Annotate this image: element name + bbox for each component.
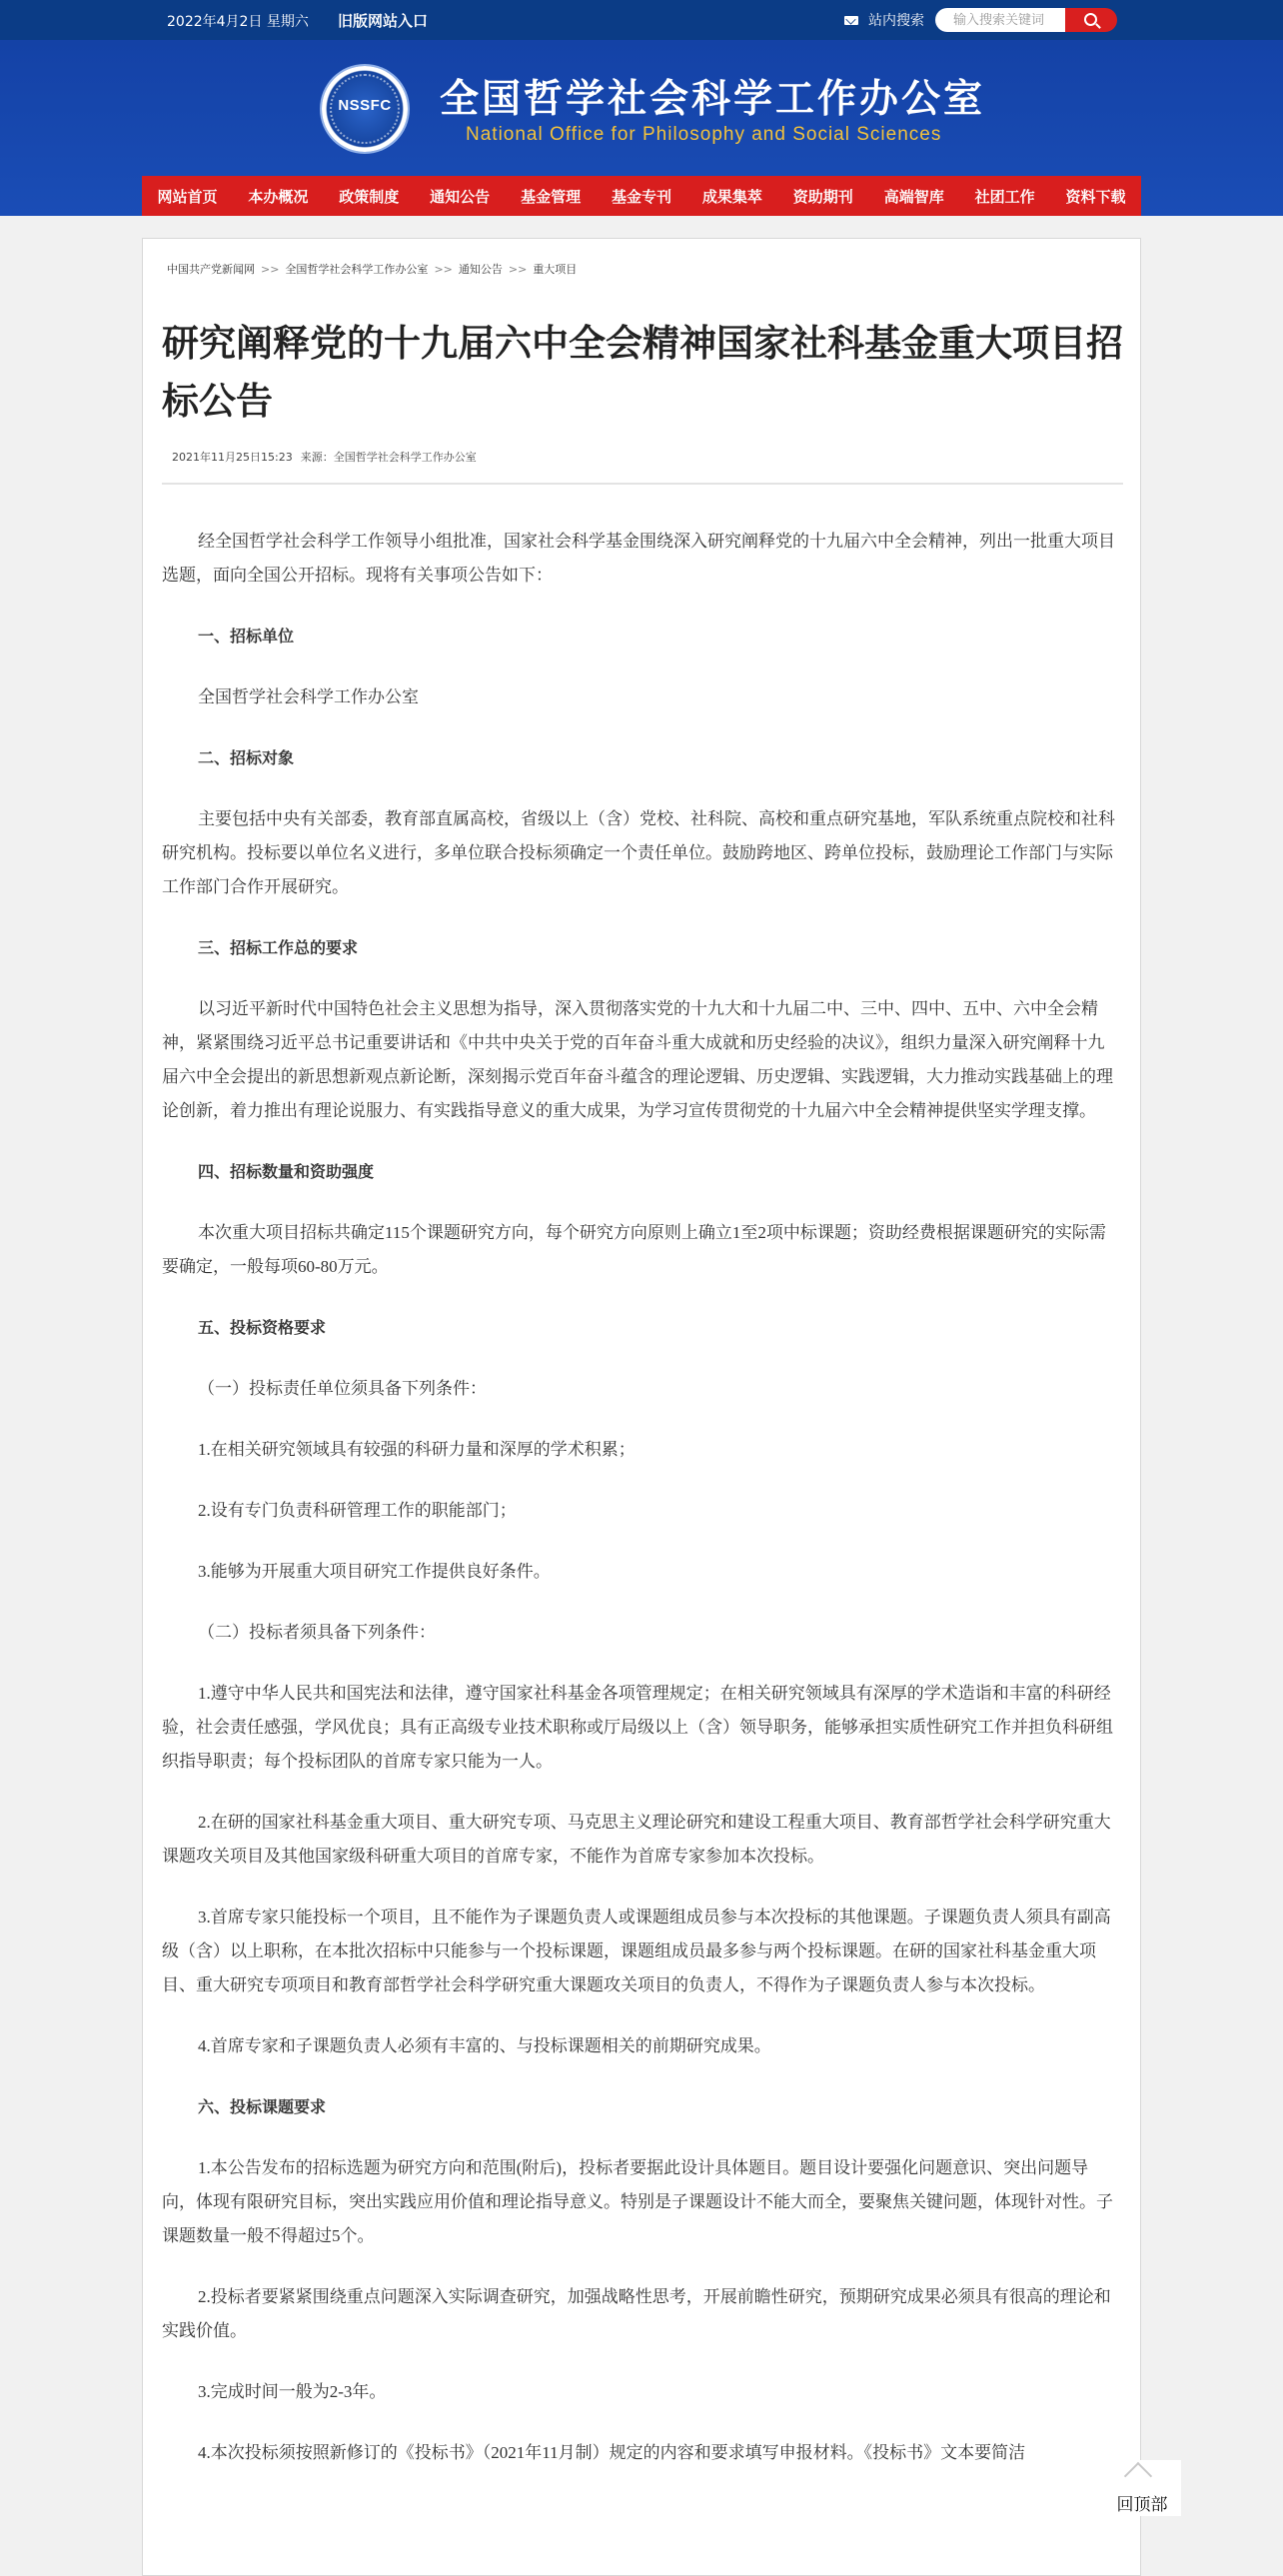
article-source: 来源：全国哲学社会科学工作办公室 [300, 451, 477, 464]
search-icon [1084, 13, 1097, 26]
nav-about[interactable]: 本办概况 [248, 187, 309, 206]
breadcrumb-item[interactable]: 通知公告 [458, 263, 503, 276]
site-search-label: 站内搜索 [868, 13, 924, 29]
top-utility-bar [0, 0, 1283, 40]
nav-policy[interactable]: 政策制度 [339, 187, 400, 206]
title-divider [162, 483, 1123, 485]
article-paragraph: 2.在研的国家社科基金重大项目、重大研究专项、马克思主义理论研究和建设工程重大项目、教育部哲学社会科学研究重大课题攻关项目及其他国家级科研重大项目的首席专家，不能作为首席专家参加本次投标。 [162, 1813, 1111, 1866]
article-paragraph: 全国哲学社会科学工作办公室 [198, 687, 419, 706]
article-paragraph: 以习近平新时代中国特色社会主义思想为指导，深入贯彻落实党的十九大和十九届二中、三中、四中、五中、六中全会精神，紧紧围绕习近平总书记重要讲话和《中共中央关于党的百年奋斗重大成就和历史经验的决议》，组织力量深入研究阐释十九届六中全会提出的新思想新观点新论断，深刻揭示党百年奋斗蕴含的理论逻辑、历史逻辑、实践逻辑，大力推动实践基础上的理论创新，着力推出有理论说服力、有实践指导意义的重大成果，为学习宣传贯彻党的十九届六中全会精神提供坚实学理支撑。 [162, 999, 1113, 1120]
nav-fund-management[interactable]: 基金管理 [521, 187, 582, 206]
nav-think-tanks[interactable]: 高端智库 [883, 187, 944, 206]
article-paragraph: 1.在相关研究领域具有较强的科研力量和深厚的学术积累； [198, 1440, 636, 1459]
back-to-top-button[interactable] [1103, 2460, 1181, 2516]
article-meta [172, 449, 477, 465]
back-to-top-label: 回顶部 [1116, 2495, 1168, 2514]
article-paragraph: 3.完成时间一般为2-3年。 [198, 2382, 387, 2401]
section-heading: 二、招标对象 [198, 748, 295, 767]
article-paragraph: 4.本次投标须按照新修订的《投标书》（2021年11月制）规定的内容和要求填写申报材料。《投标书》文本要简洁 [198, 2443, 1026, 2462]
article-paragraph: 2.设有专门负责科研管理工作的职能部门； [198, 1501, 517, 1520]
search-button[interactable] [1065, 8, 1117, 32]
publish-datetime: 2021年11月25日15:23 [172, 451, 293, 464]
old-site-link[interactable]: 旧版网站入口 [338, 12, 429, 30]
search-input[interactable] [935, 8, 1065, 32]
nav-home[interactable]: 网站首页 [157, 187, 218, 206]
nav-downloads[interactable]: 资料下载 [1065, 187, 1126, 206]
section-heading: 六、投标课题要求 [198, 2097, 327, 2116]
nav-achievements[interactable]: 成果集萃 [701, 187, 762, 206]
current-date: 2022年4月2日 星期六 [167, 14, 309, 30]
chevron-up-icon [1124, 2462, 1152, 2490]
article-paragraph: （一）投标责任单位须具备下列条件： [198, 1379, 487, 1398]
mail-icon [844, 16, 858, 25]
breadcrumb-separator: >> [508, 263, 528, 276]
breadcrumb-item[interactable]: 中国共产党新闻网 [167, 263, 255, 276]
article-paragraph: 1.遵守中华人民共和国宪法和法律，遵守国家社科基金各项管理规定；在相关研究领域具有深厚的学术造诣和丰富的科研经验，社会责任感强，学风优良；具有正高级专业技术职称或厅局级以上（含）领导职务，能够承担实质性研究工作并担负科研组织指导职责；每个投标团队的首席专家只能为一人。 [162, 1684, 1113, 1771]
nav-funded-journals[interactable]: 资助期刊 [792, 187, 853, 206]
site-title: 全国哲学社会科学工作办公室 [440, 77, 986, 122]
section-heading: 五、投标资格要求 [198, 1318, 327, 1337]
article-paragraph: 本次重大项目招标共确定115个课题研究方向，每个研究方向原则上确立1至2项中标课题；资助经费根据课题研究的实际需要确定，一般每项60-80万元。 [162, 1223, 1106, 1276]
article-paragraph: 3.首席专家只能投标一个项目，且不能作为子课题负责人或课题组成员参与本次投标的其他课题。子课题负责人须具有副高级（含）以上职称，在本批次招标中只能参与一个投标课题，课题组成员最多参与两个投标课题。在研的国家社科基金重大项目、重大研究专项项目和教育部哲学社会科学研究重大课题攻关项目的负责人，不得作为子课题负责人参与本次投标。 [162, 1908, 1111, 1994]
nav-notices[interactable]: 通知公告 [430, 187, 491, 206]
article-paragraph: 主要包括中央有关部委，教育部直属高校，省级以上（含）党校、社科院、高校和重点研究基地，军队系统重点院校和社科研究机构。投标要以单位名义进行，多单位联合投标须确定一个责任单位。鼓励跨地区、跨单位投标，鼓励理论工作部门与实际工作部门合作开展研究。 [162, 809, 1115, 896]
breadcrumb-separator: >> [434, 263, 453, 276]
nav-fund-journal[interactable]: 基金专刊 [611, 187, 671, 206]
main-nav [142, 176, 1141, 216]
site-header [0, 40, 1283, 216]
breadcrumb-item[interactable]: 重大项目 [533, 263, 578, 276]
article-paragraph: 3.能够为开展重大项目研究工作提供良好条件。 [198, 1562, 551, 1581]
breadcrumb-separator: >> [261, 263, 280, 276]
article-paragraph: （二）投标者须具备下列条件： [198, 1623, 436, 1642]
breadcrumb-item[interactable]: 全国哲学社会科学工作办公室 [285, 263, 429, 276]
article-container [142, 238, 1141, 2576]
article-paragraph: 1.本公告发布的招标选题为研究方向和范围(附后)，投标者要据此设计具体题目。题目设计要强化问题意识、突出问题导向，体现有限研究目标，突出实践应用价值和理论指导意义。特别是子课题设计不能大而全，要聚焦关键问题，体现针对性。子课题数量一般不得超过5个。 [162, 2158, 1113, 2245]
nav-societies[interactable]: 社团工作 [974, 187, 1035, 206]
breadcrumb [167, 261, 577, 277]
site-subtitle: National Office for Philosophy and Social Sciences [466, 124, 942, 145]
article-paragraph: 2.投标者要紧紧围绕重点问题深入实际调查研究，加强战略性思考，开展前瞻性研究，预期研究成果必须具有很高的理论和实践价值。 [162, 2287, 1111, 2340]
section-heading: 三、招标工作总的要求 [198, 938, 359, 957]
logo-text: NSSFC [338, 97, 392, 114]
article-paragraph: 4.首席专家和子课题负责人必须有丰富的、与投标课题相关的前期研究成果。 [198, 2036, 771, 2055]
article-title: 研究阐释党的十九届六中全会精神国家社科基金重大项目招标公告 [162, 322, 1123, 423]
article-body [162, 525, 1121, 2497]
section-heading: 四、招标数量和资助强度 [198, 1162, 375, 1181]
article-paragraph: 经全国哲学社会科学工作领导小组批准，国家社会科学基金围绕深入研究阐释党的十九届六中全会精神，列出一批重大项目选题，面向全国公开招标。现将有关事项公告如下： [162, 532, 1115, 585]
nssfc-logo[interactable] [322, 66, 408, 152]
section-heading: 一、招标单位 [198, 627, 295, 645]
